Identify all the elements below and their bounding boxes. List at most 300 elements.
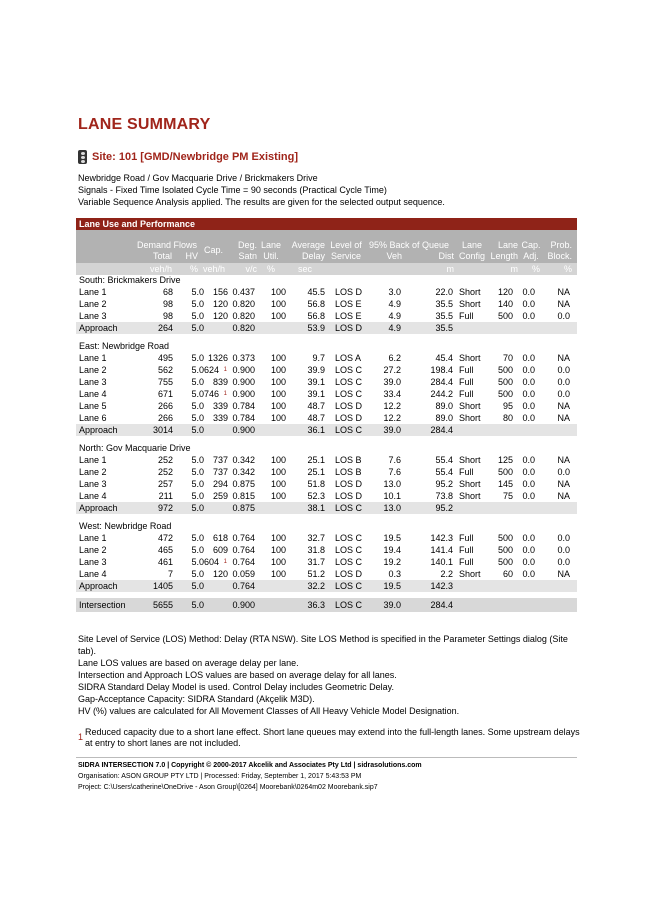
cell-hv: 5.0 — [191, 299, 204, 309]
header-lane-length: Lane — [497, 240, 518, 250]
cell-delay: 48.7 — [307, 413, 325, 423]
cell-util: 100 — [270, 413, 286, 423]
cell-veh: 3.0 — [388, 287, 401, 297]
note-line: SIDRA Standard Delay Model is used. Control Delay includes Geometric Delay. — [78, 682, 394, 692]
cell-delay: 51.8 — [307, 479, 325, 489]
cell-adj: 0.0 — [522, 533, 535, 543]
cell-lane: Lane 4 — [79, 569, 107, 579]
cell-deg: 0.815 — [232, 491, 255, 501]
unit-length: m — [510, 264, 518, 274]
cell-lane: Lane 3 — [79, 311, 107, 321]
cell-deg: 0.900 — [232, 365, 255, 375]
note-line: Gap-Acceptance Capacity: SIDRA Standard (Akçelik M3D). — [78, 694, 315, 704]
cell-veh: 19.4 — [383, 545, 401, 555]
cell-delay: 36.3 — [307, 600, 325, 610]
cell-config: Short — [459, 455, 481, 465]
header-delay: Delay — [301, 251, 325, 261]
cell-delay: 38.1 — [307, 503, 325, 513]
cell-util: 100 — [270, 389, 286, 399]
unit-total: veh/h — [149, 264, 172, 274]
cell-adj: 0.0 — [522, 491, 535, 501]
cell-lane: Lane 1 — [79, 353, 107, 363]
site-desc-line: Variable Sequence Analysis applied. The results are given for the selected output sequence. — [78, 197, 445, 207]
cell-los: LOS C — [335, 600, 363, 610]
cell-deg: 0.900 — [232, 389, 255, 399]
cell-total: 1405 — [152, 581, 173, 591]
cell-lane: Intersection — [79, 600, 126, 610]
cell-util: 100 — [270, 353, 286, 363]
unit-dist: m — [446, 264, 454, 274]
cell-deg: 0.342 — [232, 467, 255, 477]
footer — [78, 760, 422, 793]
cell-total: 98 — [162, 311, 173, 321]
cell-delay: 25.1 — [307, 467, 325, 477]
header-util: Util. — [263, 251, 279, 261]
table-row — [76, 556, 577, 568]
cell-hv: 5.0 — [191, 377, 204, 387]
cell-hv: 5.0 — [191, 569, 204, 579]
cell-block: 0.0 — [557, 545, 570, 555]
cell-hv: 5.0 — [191, 503, 204, 513]
cell-total: 472 — [157, 533, 173, 543]
cell-deg: 0.900 — [232, 425, 255, 435]
cell-total: 252 — [157, 467, 173, 477]
cell-veh: 7.6 — [388, 455, 401, 465]
cell-veh: 4.9 — [388, 311, 401, 321]
section-name: South: Brickmakers Drive — [79, 275, 181, 285]
cell-los: LOS D — [335, 323, 363, 333]
cell-block: 0.0 — [557, 533, 570, 543]
cell-veh: 10.1 — [383, 491, 401, 501]
cell-length: 75 — [502, 491, 513, 501]
footnote — [78, 727, 583, 749]
cell-adj: 0.0 — [522, 455, 535, 465]
cell-dist: 22.0 — [435, 287, 453, 297]
cell-cap: 746 — [203, 389, 219, 399]
cell-delay: 51.2 — [307, 569, 325, 579]
cell-block: NA — [557, 287, 570, 297]
cell-veh: 27.2 — [383, 365, 401, 375]
table-row — [76, 388, 577, 400]
cell-config: Full — [459, 545, 474, 555]
cell-total: 257 — [157, 479, 173, 489]
note-line: Intersection and Approach LOS values are based on average delay for all lanes. — [78, 670, 397, 680]
cell-block: NA — [557, 401, 570, 411]
cell-length: 125 — [497, 455, 513, 465]
cell-adj: 0.0 — [522, 569, 535, 579]
cell-delay: 25.1 — [307, 455, 325, 465]
cell-delay: 31.7 — [307, 557, 325, 567]
table-row — [76, 466, 577, 478]
cell-los: LOS C — [335, 377, 363, 387]
section-header — [76, 340, 577, 352]
cell-los: LOS D — [335, 569, 363, 579]
cell-delay: 48.7 — [307, 401, 325, 411]
cell-lane: Lane 4 — [79, 389, 107, 399]
cell-dist: 73.8 — [435, 491, 453, 501]
cell-dist: 284.4 — [430, 377, 453, 387]
cell-lane: Lane 6 — [79, 413, 107, 423]
cell-length: 140 — [497, 299, 513, 309]
cell-config: Full — [459, 557, 474, 567]
cell-length: 500 — [497, 467, 513, 477]
header-adj: Adj. — [523, 251, 539, 261]
table-row — [76, 376, 577, 388]
note-line: HV (%) values are calculated for All Movement Classes of All Heavy Vehicle Model Designation. — [78, 706, 460, 716]
lane-table-body — [76, 274, 577, 612]
cell-delay: 39.9 — [307, 365, 325, 375]
cell-dist: 55.4 — [435, 455, 453, 465]
header-average: Average — [291, 240, 325, 250]
header-block: Block. — [547, 251, 572, 261]
cell-veh: 12.2 — [383, 413, 401, 423]
cell-deg: 0.820 — [232, 299, 255, 309]
unit-delay: sec — [297, 264, 312, 274]
cell-util: 100 — [270, 569, 286, 579]
cell-dist: 141.4 — [430, 545, 453, 555]
cell-total: 98 — [162, 299, 173, 309]
cell-hv: 5.0 — [191, 545, 204, 555]
approach-row — [76, 322, 577, 334]
cell-dist: 244.2 — [430, 389, 453, 399]
footnote-marker: 1 — [223, 559, 227, 565]
footnote-number: 1 — [78, 732, 84, 742]
cell-util: 100 — [270, 299, 286, 309]
table-row — [76, 532, 577, 544]
footer-copyright: SIDRA INTERSECTION 7.0 | Copyright © 2000-2017 Akcelik and Associates Pty Ltd | sidrasolutions.com — [78, 762, 422, 769]
cell-delay: 53.9 — [307, 323, 325, 333]
cell-deg: 0.784 — [232, 413, 255, 423]
cell-los: LOS C — [335, 425, 363, 435]
approach-row — [76, 424, 577, 436]
cell-adj: 0.0 — [522, 287, 535, 297]
footnote-text: Reduced capacity due to a short lane effect. Short lane queues may extend into the full-length lanes. Some upstream delays at entry to short lanes are not included. — [85, 727, 580, 748]
site-desc-line: Signals - Fixed Time Isolated Cycle Time = 90 seconds (Practical Cycle Time) — [78, 185, 387, 195]
cell-block: NA — [557, 455, 570, 465]
cell-lane: Lane 3 — [79, 557, 107, 567]
cell-veh: 33.4 — [383, 389, 401, 399]
cell-adj: 0.0 — [522, 389, 535, 399]
cell-los: LOS C — [335, 365, 363, 375]
cell-dist: 198.4 — [430, 365, 453, 375]
cell-config: Short — [459, 491, 481, 501]
cell-hv: 5.0 — [191, 467, 204, 477]
table-row — [76, 568, 577, 580]
cell-los: LOS A — [335, 353, 362, 363]
cell-config: Short — [459, 299, 481, 309]
cell-hv: 5.0 — [191, 365, 204, 375]
cell-block: NA — [557, 479, 570, 489]
table-row — [76, 286, 577, 298]
header-lane-config: Lane — [461, 240, 483, 250]
cell-cap: 604 — [203, 557, 219, 567]
cell-hv: 5.0 — [191, 413, 204, 423]
cell-lane: Lane 3 — [79, 479, 107, 489]
header-cap: Cap. — [204, 245, 224, 255]
section-header — [76, 274, 577, 286]
cell-length: 80 — [502, 413, 513, 423]
cell-los: LOS B — [335, 455, 362, 465]
footnote-marker: 1 — [223, 367, 227, 373]
note-line: Lane LOS values are based on average delay per lane. — [78, 658, 299, 668]
cell-lane: Approach — [79, 581, 118, 591]
cell-block: 0.0 — [557, 377, 570, 387]
cell-deg: 0.820 — [232, 323, 255, 333]
cell-dist: 45.4 — [435, 353, 453, 363]
cell-lane: Lane 1 — [79, 533, 107, 543]
cell-dist: 95.2 — [435, 503, 453, 513]
section-name: North: Gov Macquarie Drive — [79, 443, 191, 453]
cell-length: 500 — [497, 545, 513, 555]
cell-los: LOS D — [335, 287, 363, 297]
cell-cap: 339 — [212, 401, 228, 411]
cell-cap: 120 — [212, 299, 228, 309]
unit-util: % — [266, 264, 275, 274]
cell-los: LOS C — [335, 503, 363, 513]
cell-config: Short — [459, 287, 481, 297]
cell-veh: 4.9 — [388, 323, 401, 333]
cell-length: 500 — [497, 533, 513, 543]
cell-total: 671 — [157, 389, 173, 399]
table-section-title: Lane Use and Performance — [76, 218, 577, 230]
cell-config: Full — [459, 311, 474, 321]
cell-los: LOS D — [335, 479, 363, 489]
cell-delay: 45.5 — [307, 287, 325, 297]
cell-lane: Lane 2 — [79, 365, 107, 375]
cell-deg: 0.764 — [232, 557, 255, 567]
cell-delay: 9.7 — [312, 353, 325, 363]
cell-adj: 0.0 — [522, 353, 535, 363]
cell-config: Short — [459, 401, 481, 411]
header-demand-flows: Demand Flows — [137, 240, 198, 250]
cell-config: Short — [459, 569, 481, 579]
cell-config: Full — [459, 377, 474, 387]
cell-hv: 5.0 — [191, 311, 204, 321]
cell-util: 100 — [270, 545, 286, 555]
cell-veh: 39.0 — [383, 600, 401, 610]
section-header — [76, 442, 577, 454]
cell-block: 0.0 — [557, 557, 570, 567]
header-length: Length — [490, 251, 518, 261]
cell-los: LOS C — [335, 389, 363, 399]
cell-veh: 19.5 — [383, 581, 401, 591]
cell-length: 120 — [497, 287, 513, 297]
cell-deg: 0.373 — [232, 353, 255, 363]
cell-dist: 55.4 — [435, 467, 453, 477]
cell-total: 266 — [157, 401, 173, 411]
cell-length: 500 — [497, 377, 513, 387]
unit-cap: veh/h — [202, 264, 225, 274]
cell-delay: 32.2 — [307, 581, 325, 591]
unit-hv: % — [189, 264, 198, 274]
cell-cap: 1326 — [207, 353, 228, 363]
cell-total: 266 — [157, 413, 173, 423]
cell-veh: 4.9 — [388, 299, 401, 309]
site-header — [78, 150, 298, 164]
cell-delay: 32.7 — [307, 533, 325, 543]
header-hv: HV — [185, 251, 198, 261]
cell-dist: 89.0 — [435, 413, 453, 423]
cell-block: 0.0 — [557, 311, 570, 321]
cell-length: 145 — [497, 479, 513, 489]
cell-block: NA — [557, 353, 570, 363]
section-name: East: Newbridge Road — [79, 341, 170, 351]
footer-project: Project: C:\Users\catherine\OneDrive - Ason Group\[0264] Moorebank\0264m02 Moorebank.sip7 — [78, 784, 378, 791]
cell-cap: 156 — [212, 287, 228, 297]
cell-los: LOS C — [335, 545, 363, 555]
cell-hv: 5.0 — [191, 479, 204, 489]
cell-los: LOS D — [335, 413, 363, 423]
cell-dist: 35.5 — [435, 311, 453, 321]
header-back-of-queue: 95% Back of Queue — [369, 240, 450, 250]
section-header — [76, 520, 577, 532]
cell-hv: 5.0 — [191, 323, 204, 333]
cell-total: 972 — [157, 503, 173, 513]
cell-veh: 19.2 — [383, 557, 401, 567]
cell-cap: 120 — [212, 311, 228, 321]
table-row — [76, 478, 577, 490]
cell-util: 100 — [270, 479, 286, 489]
cell-veh: 7.6 — [388, 467, 401, 477]
cell-veh: 19.5 — [383, 533, 401, 543]
cell-hv: 5.0 — [191, 287, 204, 297]
cell-deg: 0.875 — [232, 479, 255, 489]
cell-cap: 624 — [203, 365, 219, 375]
cell-util: 100 — [270, 467, 286, 477]
footer-divider — [76, 757, 577, 758]
cell-dist: 35.5 — [435, 323, 453, 333]
cell-deg: 0.784 — [232, 401, 255, 411]
cell-deg: 0.437 — [232, 287, 255, 297]
table-row — [76, 352, 577, 364]
site-title: Site: 101 [GMD/Newbridge PM Existing] — [92, 151, 298, 163]
cell-adj: 0.0 — [522, 413, 535, 423]
cell-total: 211 — [158, 491, 173, 501]
cell-util: 100 — [270, 491, 286, 501]
table-row — [76, 490, 577, 502]
cell-total: 5655 — [152, 600, 173, 610]
cell-cap: 609 — [212, 545, 228, 555]
table-row — [76, 310, 577, 322]
cell-lane: Lane 5 — [79, 401, 107, 411]
approach-row — [76, 502, 577, 514]
cell-adj: 0.0 — [522, 545, 535, 555]
cell-util: 100 — [270, 287, 286, 297]
cell-total: 7 — [167, 569, 173, 579]
cell-adj: 0.0 — [522, 557, 535, 567]
cell-adj: 0.0 — [522, 365, 535, 375]
cell-hv: 5.0 — [191, 557, 204, 567]
cell-deg: 0.059 — [232, 569, 255, 579]
cell-total: 264 — [157, 323, 173, 333]
table-row — [76, 364, 577, 376]
unit-adj: % — [531, 264, 540, 274]
cell-dist: 140.1 — [430, 557, 453, 567]
cell-dist: 89.0 — [435, 401, 453, 411]
cell-block: NA — [557, 491, 570, 501]
cell-hv: 5.0 — [191, 600, 204, 610]
notes — [78, 633, 583, 717]
header-satn: Satn — [238, 251, 257, 261]
traffic-signal-icon — [78, 150, 87, 164]
cell-delay: 56.8 — [307, 311, 325, 321]
cell-util: 100 — [270, 377, 286, 387]
header-service: Service — [330, 251, 361, 261]
cell-veh: 12.2 — [383, 401, 401, 411]
cell-util: 100 — [270, 311, 286, 321]
cell-delay: 31.8 — [307, 545, 325, 555]
footer-organisation: Organisation: ASON GROUP PTY LTD | Processed: Friday, September 1, 2017 5:43:53 PM — [78, 773, 362, 780]
cell-total: 755 — [157, 377, 173, 387]
unit-block: % — [563, 264, 572, 274]
cell-los: LOS C — [335, 533, 363, 543]
cell-hv: 5.0 — [191, 389, 204, 399]
cell-hv: 5.0 — [191, 533, 204, 543]
cell-util: 100 — [270, 557, 286, 567]
footnote-marker: 1 — [223, 391, 227, 397]
cell-config: Full — [459, 467, 474, 477]
cell-deg: 0.764 — [232, 581, 255, 591]
cell-deg: 0.764 — [232, 533, 255, 543]
cell-veh: 13.0 — [383, 503, 401, 513]
cell-veh: 0.3 — [388, 569, 401, 579]
cell-lane: Lane 4 — [79, 491, 107, 501]
site-desc-line: Newbridge Road / Gov Macquarie Drive / Brickmakers Drive — [78, 173, 318, 183]
cell-total: 465 — [157, 545, 173, 555]
table-row — [76, 454, 577, 466]
cell-dist: 284.4 — [430, 425, 453, 435]
cell-lane: Approach — [79, 323, 118, 333]
cell-adj: 0.0 — [522, 401, 535, 411]
cell-total: 3014 — [152, 425, 173, 435]
cell-cap: 259 — [212, 491, 228, 501]
cell-length: 60 — [502, 569, 513, 579]
table-row — [76, 400, 577, 412]
header-dist: Dist — [438, 251, 454, 261]
cell-hv: 5.0 — [191, 401, 204, 411]
cell-lane: Approach — [79, 425, 118, 435]
cell-los: LOS D — [335, 401, 363, 411]
header-cap-adj: Cap. — [521, 240, 541, 250]
cell-adj: 0.0 — [522, 479, 535, 489]
cell-delay: 52.3 — [307, 491, 325, 501]
header-lane-util: Lane — [260, 240, 282, 250]
cell-hv: 5.0 — [191, 491, 204, 501]
cell-config: Full — [459, 533, 474, 543]
cell-config: Short — [459, 353, 481, 363]
cell-util: 100 — [270, 401, 286, 411]
cell-config: Full — [459, 365, 474, 375]
cell-length: 500 — [497, 365, 513, 375]
cell-config: Full — [459, 389, 474, 399]
cell-delay: 39.1 — [307, 389, 325, 399]
cell-dist: 95.2 — [435, 479, 453, 489]
cell-los: LOS B — [335, 467, 362, 477]
cell-cap: 839 — [212, 377, 228, 387]
header-total: Total — [152, 251, 172, 261]
cell-delay: 36.1 — [307, 425, 325, 435]
cell-veh: 39.0 — [383, 377, 401, 387]
cell-deg: 0.900 — [232, 377, 255, 387]
cell-block: NA — [557, 299, 570, 309]
approach-row — [76, 580, 577, 592]
cell-block: 0.0 — [557, 365, 570, 375]
cell-deg: 0.764 — [232, 545, 255, 555]
section-name: West: Newbridge Road — [79, 521, 172, 531]
page-title: LANE SUMMARY — [78, 116, 211, 133]
cell-deg: 0.342 — [232, 455, 255, 465]
cell-hv: 5.0 — [191, 581, 204, 591]
